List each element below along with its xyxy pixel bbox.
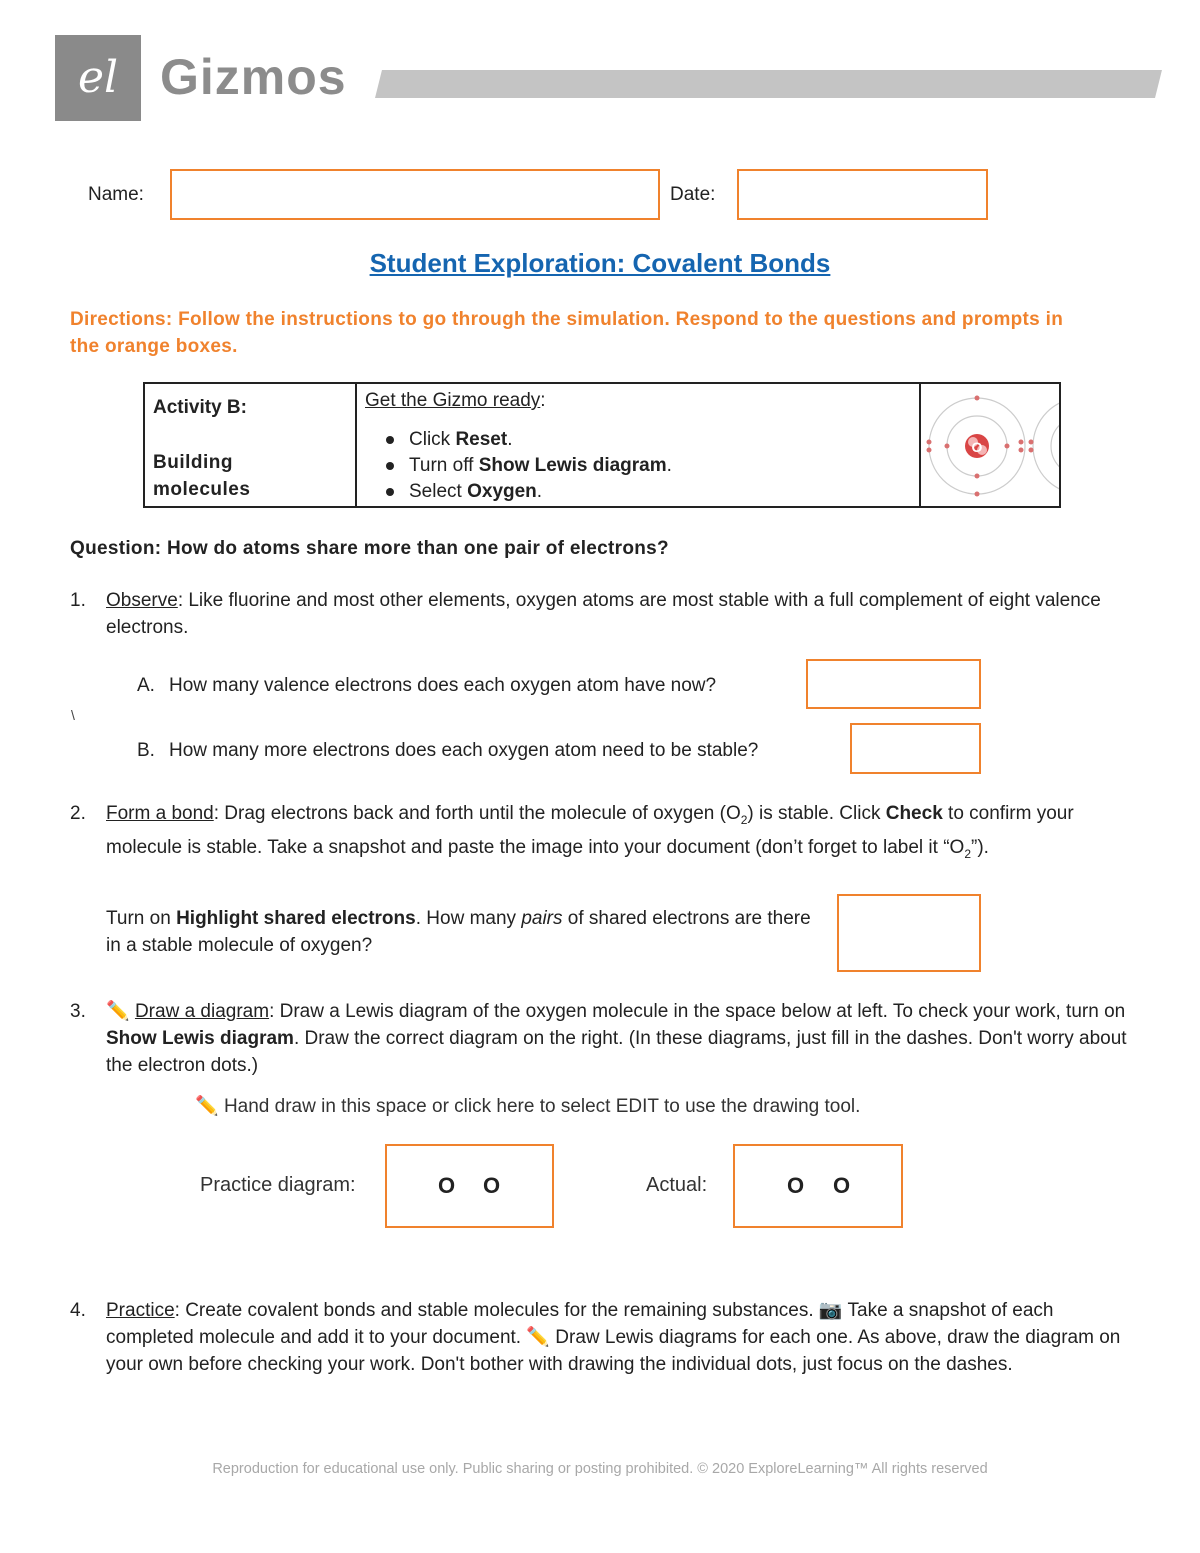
name-field[interactable] xyxy=(170,169,660,220)
list-item: Turn off Show Lewis diagram. xyxy=(357,453,917,479)
activity-instructions-cell xyxy=(357,384,921,506)
activity-name: Building molecules xyxy=(153,452,251,500)
actual-diagram-label: Actual: xyxy=(646,1174,708,1196)
q3-number: 3. xyxy=(70,1001,86,1022)
q2-number: 2. xyxy=(70,803,86,824)
logo-mark: el xyxy=(77,52,119,103)
pencil-icon: ✏️ xyxy=(106,1001,130,1022)
footer-copyright: Reproduction for educational use only. Public sharing or posting prohibited. © 2020 ExploreLearning™ All rights reserved xyxy=(212,1461,988,1477)
q1-text: Observe: Like fluorine and most other elements, oxygen atoms are most stable with a full complement of eight valence electrons. xyxy=(106,590,1101,638)
setup-steps xyxy=(357,427,917,505)
date-field[interactable] xyxy=(737,169,988,220)
name-label: Name: xyxy=(88,184,144,205)
practice-oxygen-left: O xyxy=(438,1173,458,1198)
explorelearning-logo xyxy=(55,35,141,121)
actual-diagram-box[interactable] xyxy=(733,1144,903,1228)
oxygen-atom-icon xyxy=(921,384,1059,506)
practice-diagram-label: Practice diagram: xyxy=(200,1174,356,1196)
date-label: Date: xyxy=(670,184,716,205)
brand-title: Gizmos xyxy=(160,49,347,105)
practice-diagram-box[interactable] xyxy=(385,1144,554,1228)
camera-icon: 📷 xyxy=(818,1300,843,1321)
page-title: Student Exploration: Covalent Bonds xyxy=(369,248,831,278)
q1a-letter: A. xyxy=(137,675,155,696)
practice-oxygen-right: O xyxy=(483,1173,503,1198)
q2-highlight-text: Turn on Highlight shared electrons. How many pairs of shared electrons are there in a stable molecule of oxygen? xyxy=(106,908,811,956)
q4-number: 4. xyxy=(70,1300,86,1321)
q4-text: Practice: Create covalent bonds and stable molecules for the remaining substances. 📷 Take a snapshot of each completed molecule and add it to your document. ✏️ Draw Lewis diagrams for each one. As above, draw the diagram on your own before checking your work. Don't bother with drawing the individual dots, just focus on the dashes. xyxy=(106,1300,1121,1375)
q1a-text: How many valence electrons does each oxygen atom have now? xyxy=(169,675,717,696)
activity-label-cell xyxy=(145,384,357,506)
q1b-answer-box[interactable] xyxy=(850,723,981,774)
actual-oxygen-right: O xyxy=(833,1173,853,1198)
oxygen-atom-image xyxy=(921,384,1059,506)
pencil-icon: ✏️ xyxy=(526,1327,551,1348)
activity-label: Activity B: xyxy=(153,397,247,418)
header-bar xyxy=(375,70,1162,98)
pencil-icon: ✏️ xyxy=(195,1096,219,1117)
q2-answer-box[interactable] xyxy=(837,894,981,972)
q1a-answer-box[interactable] xyxy=(806,659,981,709)
oxygen-symbol: O xyxy=(971,439,983,455)
q1b-letter: B. xyxy=(137,740,155,761)
directions-text: Directions: Follow the instructions to go through the simulation. Respond to the questions and prompts in the orange boxes. xyxy=(70,309,1064,357)
hand-draw-instruction[interactable]: ✏️ Hand draw in this space or click here to select EDIT to use the drawing tool. xyxy=(195,1096,861,1117)
get-ready-heading: Get the Gizmo ready: xyxy=(365,390,546,411)
activity-table xyxy=(143,382,1061,508)
q2-text: Form a bond: Drag electrons back and forth until the molecule of oxygen $(O_2)$ is stable. Click Check to confirm your molecule is stable. Take a snapshot and paste the image into your document (don’t forget to label it “$O_2$”). xyxy=(106,803,1074,861)
list-item: Click Reset. xyxy=(357,427,917,453)
stray-mark: \ xyxy=(71,707,75,723)
list-item: Select Oxygen. xyxy=(357,479,917,505)
question-heading: Question: How do atoms share more than one pair of electrons? xyxy=(70,538,669,559)
actual-oxygen-left: O xyxy=(787,1173,807,1198)
q1b-text: How many more electrons does each oxygen atom need to be stable? xyxy=(169,740,759,761)
q1-number: 1. xyxy=(70,590,86,611)
q3-text: ✏️ Draw a diagram: Draw a Lewis diagram of the oxygen molecule in the space below at left. To check your work, turn on Show Lewis diagram. Draw the correct diagram on the right. (In these diagrams, just fill in the dashes. Don't worry about the electron dots.) xyxy=(106,1001,1127,1076)
